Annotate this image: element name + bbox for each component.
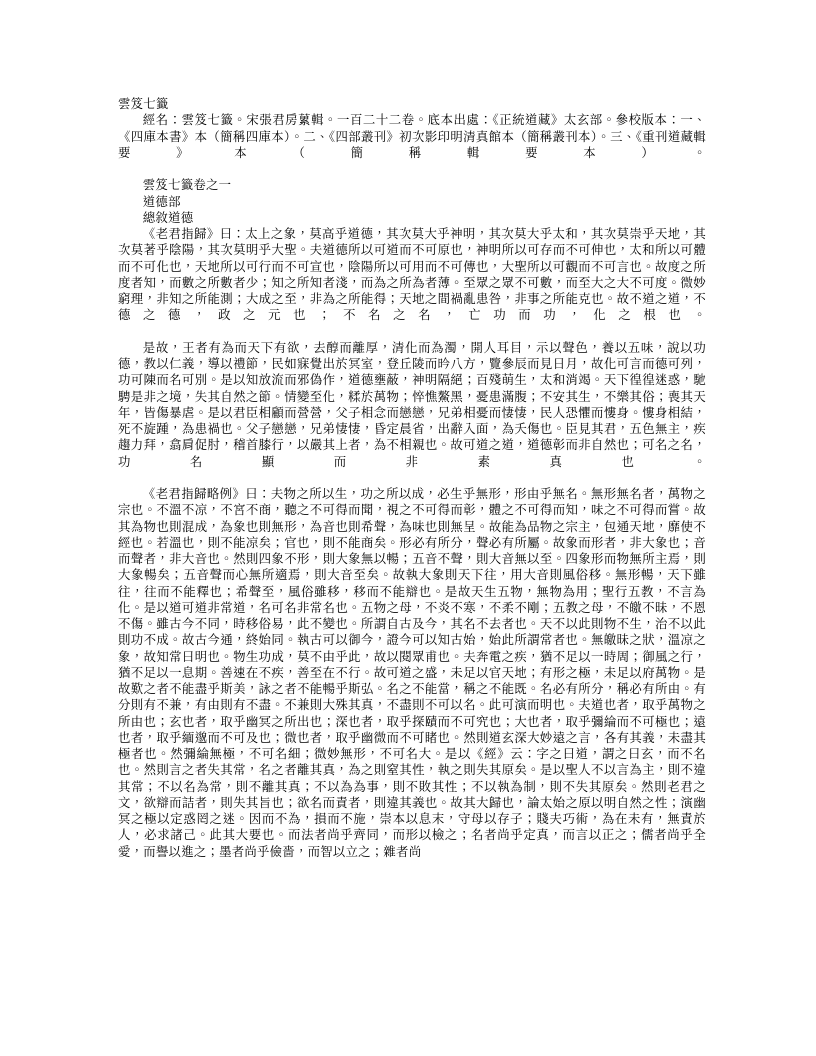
juan-heading: 雲笈七籤卷之一	[142, 177, 232, 193]
document-body	[118, 96, 706, 860]
paragraph-shigu-wangzhe: 是故，王者有為而天下有欲，去醇而離厚，清化而為濁，開人耳目，示以聲色，養以五味，說以功德，教以仁義，導以禮節，民如寐覺出於冥室，登丘陵而昑八方，覽參辰而見日月，故化可言而德可列，功可陳而名可別。是以知放流而邪偽作，道德壅蔽，神明隔絕；百殘萌生，太和消竭。天下徨徨迷惑，馳騁是非之境，失其自然之節。情變至化，糅於萬物；悴憔鰲黑，憂患滿腹；不安其生，不樂其俗；喪其天年，皆傷暴虐。是以君臣相顧而營營，父子相念而戀戀，兄弟相憂而悽悽，民人恐懼而慺身。慺身相結，死不旋踵，為患禍也。父子戀戀，兄弟悽悽，昏定晨省，出辭入面，為夭傷也。臣見其君，五色無主，疾趨力拜，翕肩促肘，稽首膝行，以嚴其上者，為不相親也。故可道之道，道德彰而非自然也；可名之名，功名顯而非素真也。	[118, 339, 706, 469]
section-heading-daodebu: 道德部	[142, 193, 181, 209]
paragraph-laojun-zhigui-lueli: 《老君指歸略例》曰：夫物之所以生，功之所以成，必生乎無形，形由乎無名。無形無名者，萬物之宗也。不溫不凉，不宮不商，聽之不可得而聞，視之不可得而彰，體之不可得而知，味之不可得而嘗。故其為物也則混成，為象也則無形，為音也則希聲，為味也則無呈。故能為品物之宗主，包通天地，靡使不經也。若溫也，則不能凉矣；官也，則不能商矣。形必有所分，聲必有所屬。故象而形者，非大象也；音而聲者，非大音也。然則四象不形，則大象無以暢；五音不聲，則大音無以至。四象形而物無所主焉，則大象暢矣；五音聲而心無所適焉，則大音至矣。故執大象則天下往，用大音則風俗移。無形暢，天下雖往，往而不能釋也；希聲至，風俗雖移，移而不能辯也。是故天生五物，無物為用；聖行五教，不言為化。是以道可道非常道，名可名非常名也。五物之母，不炎不寒，不柔不剛；五教之母，不皦不昧，不恩不傷。雖古今不同，時移俗易，此不變也。所謂自古及今，其名不去者也。天不以此則物不生，治不以此則功不成。故古今通，終始同。執古可以御今，證今可以知古始，始此所謂常者也。無皦昧之狀，溫凉之象，故知常曰明也。物生功成，莫不由乎此，故以閱眾甫也。夫奔電之疾，猶不足以一時周；御風之行，猶不足以一息期。善速在不疾，善至在不行。故可道之盛，未足以官天地；有形之極，未足以府萬物。是故歎之者不能盡乎斯美，詠之者不能暢乎斯弘。名之不能當，稱之不能既。名必有所分，稱必有所由。有分則有不兼，有由則有不盡。不兼則大殊其真，不盡則不可以名。此可演而明也。夫道也者，取乎萬物之所由也；玄也者，取乎幽冥之所出也；深也者，取乎探賾而不可究也；大也者，取乎彌綸而不可極也；遠也者，取乎緬邈而不可及也；微也者，取乎幽微而不可睹也。然則道玄深大妙遠之言，各有其義，未盡其極者也。然彌綸無極，不可名細；微妙無形，不可名大。是以《經》云：字之曰道，謂之曰玄，而不名也。然則言之者失其常，名之者離其真，為之則窒其性，執之則失其原矣。是以聖人不以言為主，則不違其常；不以名為常，則不離其真；不以為為事，則不敗其性；不以執為制，則不失其原矣。然則老君之文，欲辯而詰者，則失其旨也；欲名而責者，則違其義也。故其大歸也，論太始之原以明自然之性；演幽冥之極以定惑罔之迷。因而不為，損而不施，崇本以息末，守母以存子；賤夫巧術，為在未有，無責於人，必求諸己。此其大要也。而法者尚乎齊同，而形以檢之；名者尚乎定真，而言以正之；儒者尚乎全愛，而譽以進之；墨者尚乎儉嗇，而智以立之；雜者尚	[118, 486, 706, 859]
paragraph-laojun-zhigui: 《老君指歸》曰：太上之象，莫高乎道德，其次莫大乎神明，其次莫大乎太和，其次莫崇乎天地，其次莫著乎陰陽，其次莫明乎大聖。夫道德所以可道而不可原也，神明所以可存而不可伸也，太和所以可體而不可化也，天地所以可行而不可宣也，陰陽所以可用而不可傳也，大聖所以可觀而不可言也。故度之所度者知，而數之所數者少；知之所知者淺，而為之所為者薄。至眾之眾不可數，而至大之大不可度。微妙窮理，非知之所能測；大成之至，非為之所能得；天地之間禍亂患咎，非事之所能克也。故不道之道，不德之德，政之元也；不名之名，亡功而功，化之根也。	[118, 226, 706, 323]
bibliographic-note: 經名：雲笈七籤。宋張君房蔂輯。一百二十二卷。底本出處：《正統道藏》太玄部。參校版本：一、《四庫本書》本（簡稱四庫本）。二、《四部叢刊》初次影印明清真館本（簡稱叢刊本）。三、《重刊道藏輯要》本（簡稱輯要本）。	[118, 112, 706, 160]
document-title: 雲笈七籤	[118, 96, 169, 111]
subsection-heading-zongxudaode: 總敘道德	[142, 209, 194, 225]
